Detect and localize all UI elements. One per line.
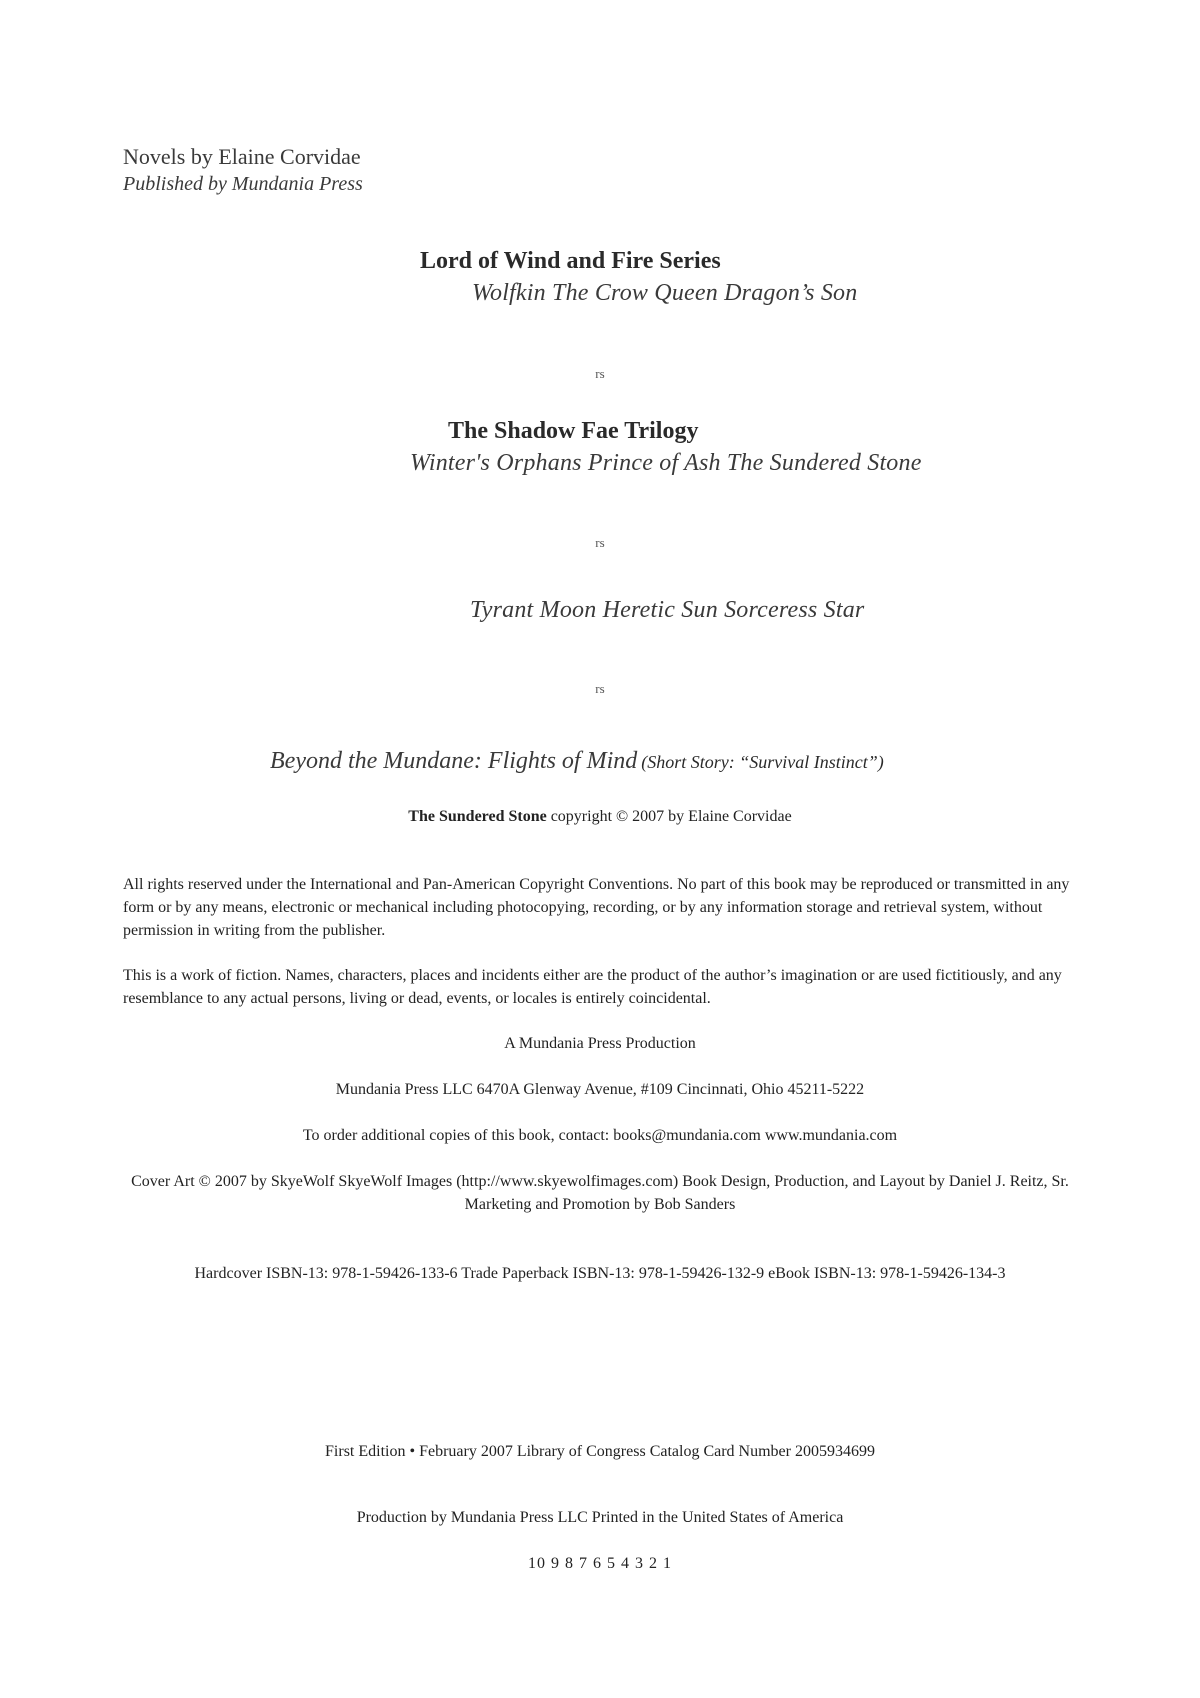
series-books-shadow-fae: Winter's Orphans Prince of Ash The Sundered Stone: [410, 450, 922, 476]
isbn-line: Hardcover ISBN-13: 978-1-59426-133-6 Trade Paperback ISBN-13: 978-1-59426-132-9 eBook ISBN-13: 978-1-59426-134-3: [194, 1265, 1006, 1282]
order-info: To order additional copies of this book, contact: books@mundania.com www.mundania.com: [302, 1127, 898, 1144]
production-label: A Mundania Press Production: [504, 1035, 696, 1052]
publisher-address: Mundania Press LLC 6470A Glenway Avenue, #109 Cincinnati, Ohio 45211-5222: [335, 1081, 865, 1098]
rights-paragraph: All rights reserved under the International and Pan-American Copyright Conventions. No part of this book may be reproduced or transmitted in any form or by any means, electronic or mechanical including photocopying, recording, or by any information storage and retrieval system, without permission in writing from the publisher.: [123, 876, 1070, 939]
section-separator: rs: [595, 681, 605, 696]
section-separator: rs: [595, 535, 605, 550]
section-separator: rs: [595, 366, 605, 381]
anthology-entry: [270, 748, 884, 775]
print-numbers: 10 9 8 7 6 5 4 3 2 1: [528, 1555, 672, 1572]
edition-line: First Edition • February 2007 Library of Congress Catalog Card Number 2005934699: [325, 1443, 875, 1460]
novels-by-heading: Novels by Elaine Corvidae: [123, 144, 361, 169]
anthology-note: (Short Story: “Survival Instinct”): [641, 752, 884, 772]
series-title-shadow-fae: The Shadow Fae Trilogy: [448, 418, 699, 444]
credits: Cover Art © 2007 by SkyeWolf SkyeWolf Images (http://www.skyewolfimages.com) Book Design, Production, and Layout by Daniel J. Reitz, Sr. Marketing and Promotion by Bob Sanders: [131, 1173, 1069, 1213]
series-books-lord-of-wind-and-fire: Wolfkin The Crow Queen Dragon’s Son: [472, 280, 858, 306]
publisher-subheading: Published by Mundania Press: [123, 173, 363, 195]
anthology-title: Beyond the Mundane: Flights of Mind: [270, 748, 638, 774]
series-books-tyrant-moon: Tyrant Moon Heretic Sun Sorceress Star: [470, 597, 865, 623]
printed-line: Production by Mundania Press LLC Printed in the United States of America: [356, 1509, 844, 1526]
fiction-paragraph: This is a work of fiction. Names, characters, places and incidents either are the product of the author’s imagination or are used fictitiously, and any resemblance to any actual persons, living or dead, events, or locales is entirely coincidental.: [123, 967, 1062, 1007]
series-title-lord-of-wind-and-fire: Lord of Wind and Fire Series: [420, 248, 721, 274]
copyright-book-title: The Sundered Stone: [408, 808, 547, 825]
copyright-text: copyright © 2007 by Elaine Corvidae: [550, 808, 792, 825]
copyright-line: [0, 808, 1200, 826]
